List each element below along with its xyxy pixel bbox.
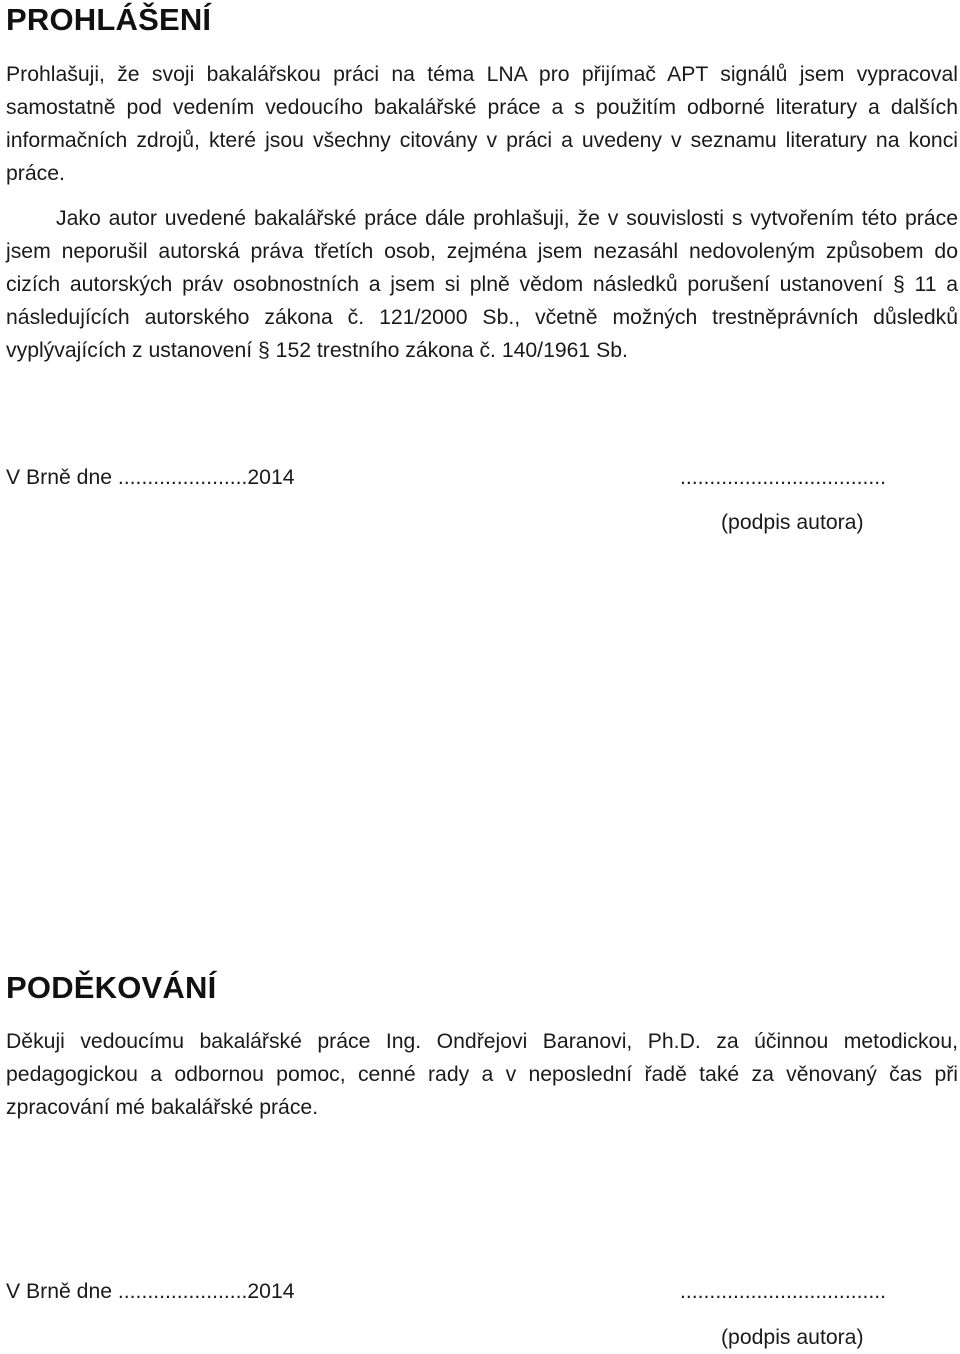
declaration-place-date: V Brně dne ......................2014	[6, 466, 295, 489]
acknowledgement-signature-caption: (podpis autora)	[721, 1326, 864, 1349]
acknowledgement-signature-line: ...................................	[680, 1280, 887, 1303]
acknowledgement-place-date: V Brně dne ......................2014	[6, 1280, 295, 1303]
declaration-paragraph-1: Prohlašuji, že svoji bakalářskou práci na téma LNA pro přijímač APT signálů jsem vypracoval samostatně pod vedením vedoucího bakalářské práce a s použitím odborné literatury a dalších informačních zdrojů, které jsou všechny citovány v práci a uvedeny v seznamu literatury na konci práce.	[6, 63, 958, 185]
acknowledgement-title: PODĚKOVÁNÍ	[6, 970, 217, 1005]
declaration-paragraph-2: Jako autor uvedené bakalářské práce dále prohlašuji, že v souvislosti s vytvořením této práce jsem neporušil autorská práva třetích osob, zejména jsem nezasáhl nedovoleným způsobem do cizích autorských práv osobnostních a jsem si plně vědom následků porušení ustanovení § 11 a následujících autorského zákona č. 121/2000 Sb., včetně možných trestněprávních důsledků vyplývajících z ustanovení § 152 trestního zákona č. 140/1961 Sb.	[6, 207, 958, 362]
declaration-title: PROHLÁŠENÍ	[6, 2, 212, 37]
declaration-signature-caption: (podpis autora)	[721, 511, 864, 534]
declaration-signature-line: ...................................	[680, 466, 887, 489]
acknowledgement-paragraph: Děkuji vedoucímu bakalářské práce Ing. Ondřejovi Baranovi, Ph.D. za účinnou metodickou, pedagogickou a odbornou pomoc, cenné rady a v neposlední řadě také za věnovaný čas při zpracování mé bakalářské práce.	[6, 1030, 958, 1119]
